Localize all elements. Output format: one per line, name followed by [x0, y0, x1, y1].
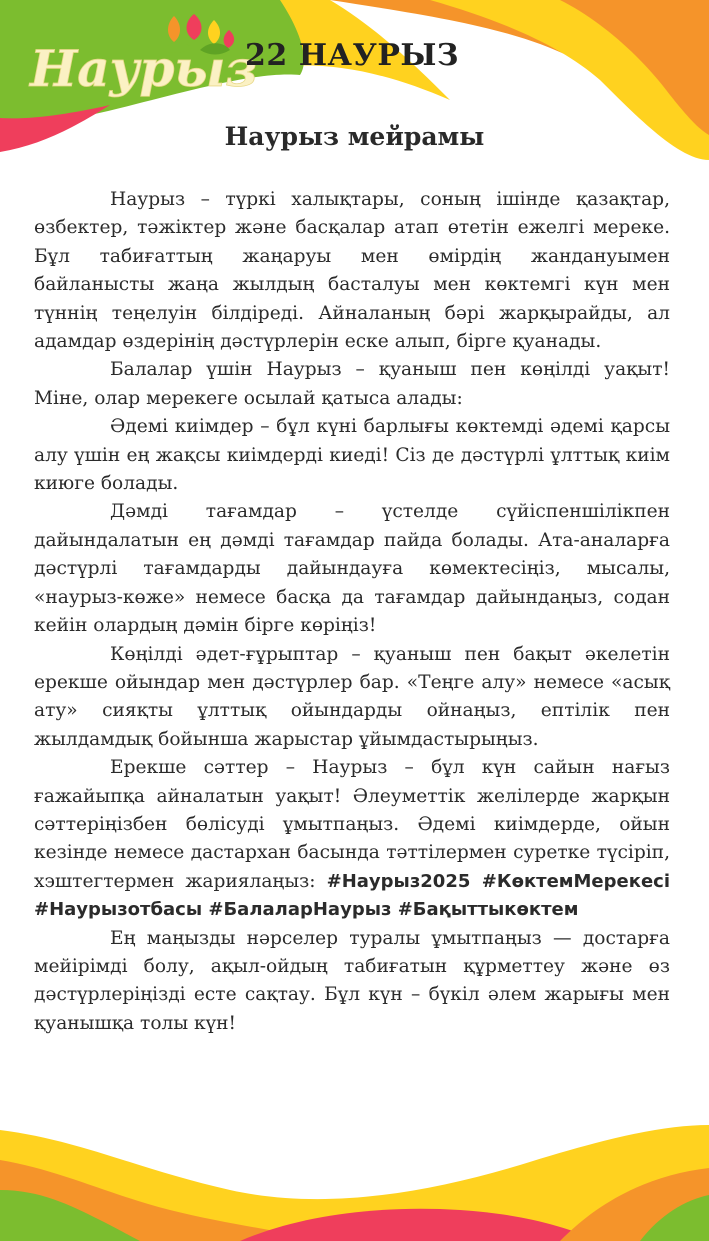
paragraph: Наурыз – түркі халықтары, соның ішінде қазақтар, өзбектер, тәжіктер және басқалар атап өтетін ежелгі мереке. Бұл табиғаттың жаңаруы мен өмірдің жандануымен байланысты жаңа жылдың басталуы мен көктемгі күн мен түннің теңелуін білдіреді. Айналаның бәрі жарқырайды, ал адамдар өздерінің дәстүрлерін еске алып, бірге қуанады. — [34, 189, 670, 353]
paragraph: Көңілді әдет-ғұрыптар – қуаныш пен бақыт әкелетін ерекше ойындар мен дәстүрлер бар. «Теңге алу» немесе «асық ату» сияқты ұлттық ойындарды ойнаңыз, ептілік пен жылдамдық бойынша жарыстар ұйымдастырыңыз. — [34, 643, 670, 750]
page-title: Наурыз мейрамы — [224, 122, 485, 151]
logo-text: Наурыз — [30, 39, 258, 98]
nauryz-logo — [24, 14, 264, 112]
paragraph: Балалар үшін Наурыз – қуаныш пен көңілді уақыт! Міне, олар мерекеге осылай қатыса алады: — [34, 359, 670, 409]
special-moments-text: Ерекше сәттер – Наурыз – бұл күн сайын нағыз ғажайыпқа айналатын уақыт! Әлеуметтік желілерде жарқын сәттеріңізбен бөлісуді ұмытпаңыз. Әдемі киімдерде, ойын кезінде немесе дастархан басында тәттілермен суретке түсіріп, хэштегтермен жариялаңыз: — [34, 757, 670, 892]
paragraph: Әдемі киімдер – бұл күні барлығы көктемді әдемі қарсы алу үшін ең жақсы киімдерді киеді! Сіз де дәстүрлі ұлттық киім киюге болады. — [34, 416, 670, 495]
paragraph-final: Ең маңызды нәрселер туралы ұмытпаңыз — достарға мейірімді болу, ақыл-ойдың табиғатын құрметтеу және өз дәстүрлеріңізді есте сақтау. Бұл күн – бүкіл әлем жарығы мен қуанышқа толы күн! — [34, 927, 670, 1034]
date-heading: 22 НАУРЫЗ — [245, 38, 460, 73]
paragraph: Дәмді тағамдар – үстелде сүйіспеншілікпен дайындалатын ең дәмді тағамдар пайда болады. Ата-аналарға дәстүрлі тағамдарды дайындауға көмектесіңіз, мысалы, «наурыз-көже» немесе басқа да тағамдар дайындаңыз, содан кейін олардың дәмін бірге көріңіз! — [34, 501, 670, 637]
article-body — [34, 186, 670, 1038]
hashtags: #Наурыз2025 #КөктемМерекесі #Наурызотбасы #БалаларНаурыз #Бақыттыкөктем — [34, 870, 670, 921]
paragraph-special-moments — [34, 754, 670, 924]
